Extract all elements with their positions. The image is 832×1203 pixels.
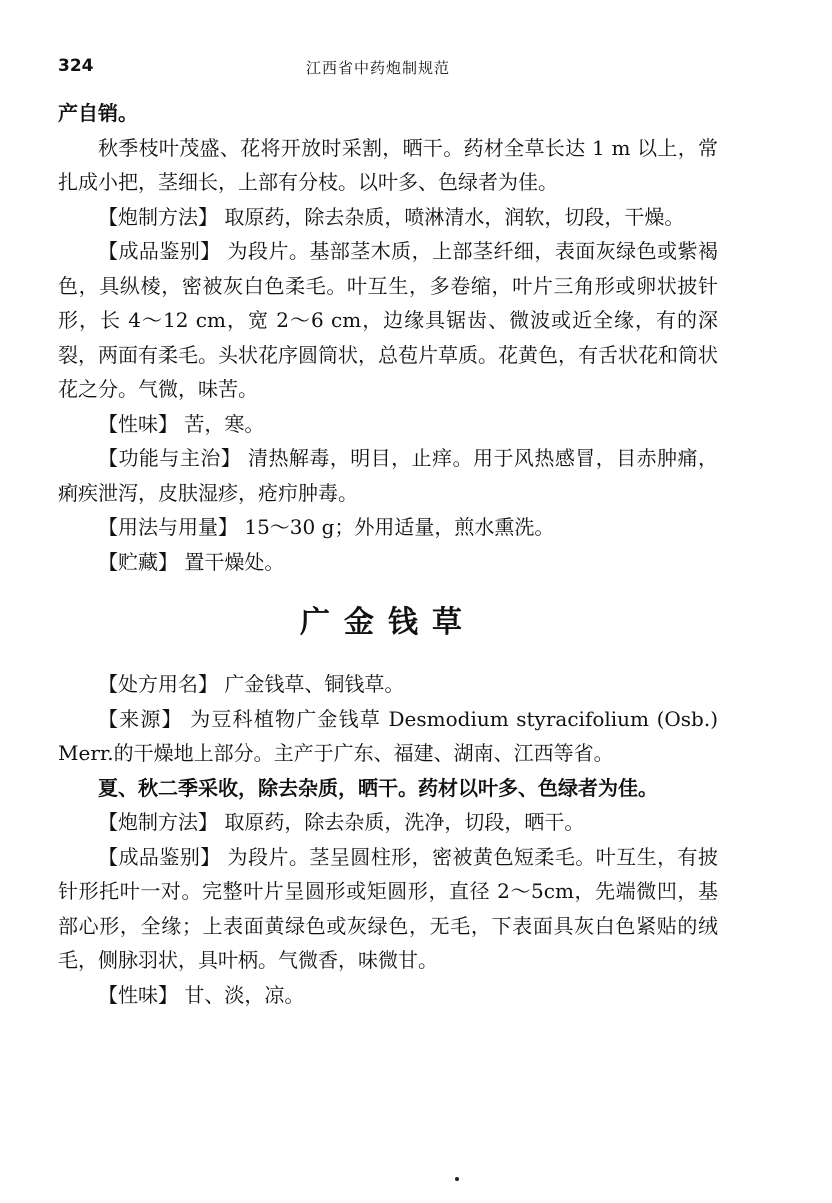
prescription-name-text: 广金钱草、铜钱草。	[218, 672, 405, 696]
processing-paragraph	[58, 200, 718, 235]
identification-text: 为段片。茎呈圆柱形，密被黄色短柔毛。叶互生，有披针形托叶一对。完整叶片呈圆形或矩圆形，直径 2～5cm，先端微凹，基部心形，全缘；上表面黄绿色或灰绿色，无毛，下表面具灰白色紧贴的绒毛，侧脉羽状，具叶柄。气微香，味微甘。	[58, 844, 719, 972]
storage-paragraph	[58, 545, 718, 580]
source-text: 为豆科植物广金钱草 Desmodium styracifolium (Osb.) Merr.的干燥地上部分。主产于广东、福建、湖南、江西等省。	[58, 706, 718, 765]
entry-title: 广金钱草	[300, 605, 476, 640]
taste-label: 【性味】	[98, 411, 178, 436]
taste-label: 【性味】	[98, 982, 178, 1007]
taste-text: 甘、淡，凉。	[178, 982, 305, 1007]
taste-paragraph	[58, 407, 718, 442]
function-text: 清热解毒，明目，止痒。用于风热感冒，目赤肿痛，痢疾泄泻，皮肤湿疹，疮疖肿毒。	[58, 446, 719, 505]
page-number: 324	[58, 56, 94, 76]
function-label: 【功能与主治】	[98, 446, 242, 470]
identification-paragraph	[58, 234, 718, 407]
processing-label: 【炮制方法】	[98, 204, 218, 229]
identification-text: 为段片。基部茎木质，上部茎纤细，表面灰绿色或紫褐色，具纵棱，密被灰白色柔毛。叶互生，多卷缩，叶片三角形或卵状披针形，长 4～12 cm，宽 2～6 cm，边缘具锯齿、微波或近全缘，有的深裂，两面有柔毛。头状花序圆筒状，总苞片草质。花黄色，有舌状花和筒状花之分。气微，味苦。	[58, 239, 719, 401]
taste-paragraph	[58, 978, 718, 1013]
usage-paragraph	[58, 510, 718, 545]
processing-label: 【炮制方法】	[98, 810, 218, 834]
identification-label: 【成品鉴别】	[98, 844, 221, 869]
collection-paragraph: 秋季枝叶茂盛、花将开放时采割，晒干。药材全草长达 1 m 以上，常扎成小把，茎细长，上部有分枝。以叶多、色绿者为佳。	[58, 135, 718, 194]
processing-text: 取原药，除去杂质，喷淋清水，润软，切段，干燥。	[218, 204, 685, 229]
scan-speck	[455, 1177, 459, 1181]
source-label: 【来源】	[98, 706, 183, 731]
processing-paragraph	[58, 805, 718, 840]
prescription-name-label: 【处方用名】	[98, 672, 218, 696]
taste-text: 苦，寒。	[178, 411, 265, 436]
storage-text: 置干燥处。	[178, 549, 285, 574]
page-body	[58, 96, 718, 1012]
processing-text: 取原药，除去杂质，洗净，切段，晒干。	[218, 810, 585, 834]
page-header	[58, 56, 718, 82]
running-title: 江西省中药炮制规范	[306, 59, 451, 77]
collection-paragraph: 夏、秋二季采收，除去杂质，晒干。药材以叶多、色绿者为佳。	[98, 775, 658, 800]
continued-text: 产自销。	[58, 101, 138, 125]
identification-label: 【成品鉴别】	[98, 239, 221, 263]
usage-text: 15～30 g；外用适量，煎水熏洗。	[238, 515, 555, 539]
source-paragraph	[58, 702, 718, 771]
storage-label: 【贮藏】	[98, 549, 178, 574]
usage-label: 【用法与用量】	[98, 515, 238, 539]
prescription-name-paragraph	[58, 667, 718, 702]
identification-paragraph	[58, 840, 718, 978]
function-paragraph	[58, 441, 718, 510]
